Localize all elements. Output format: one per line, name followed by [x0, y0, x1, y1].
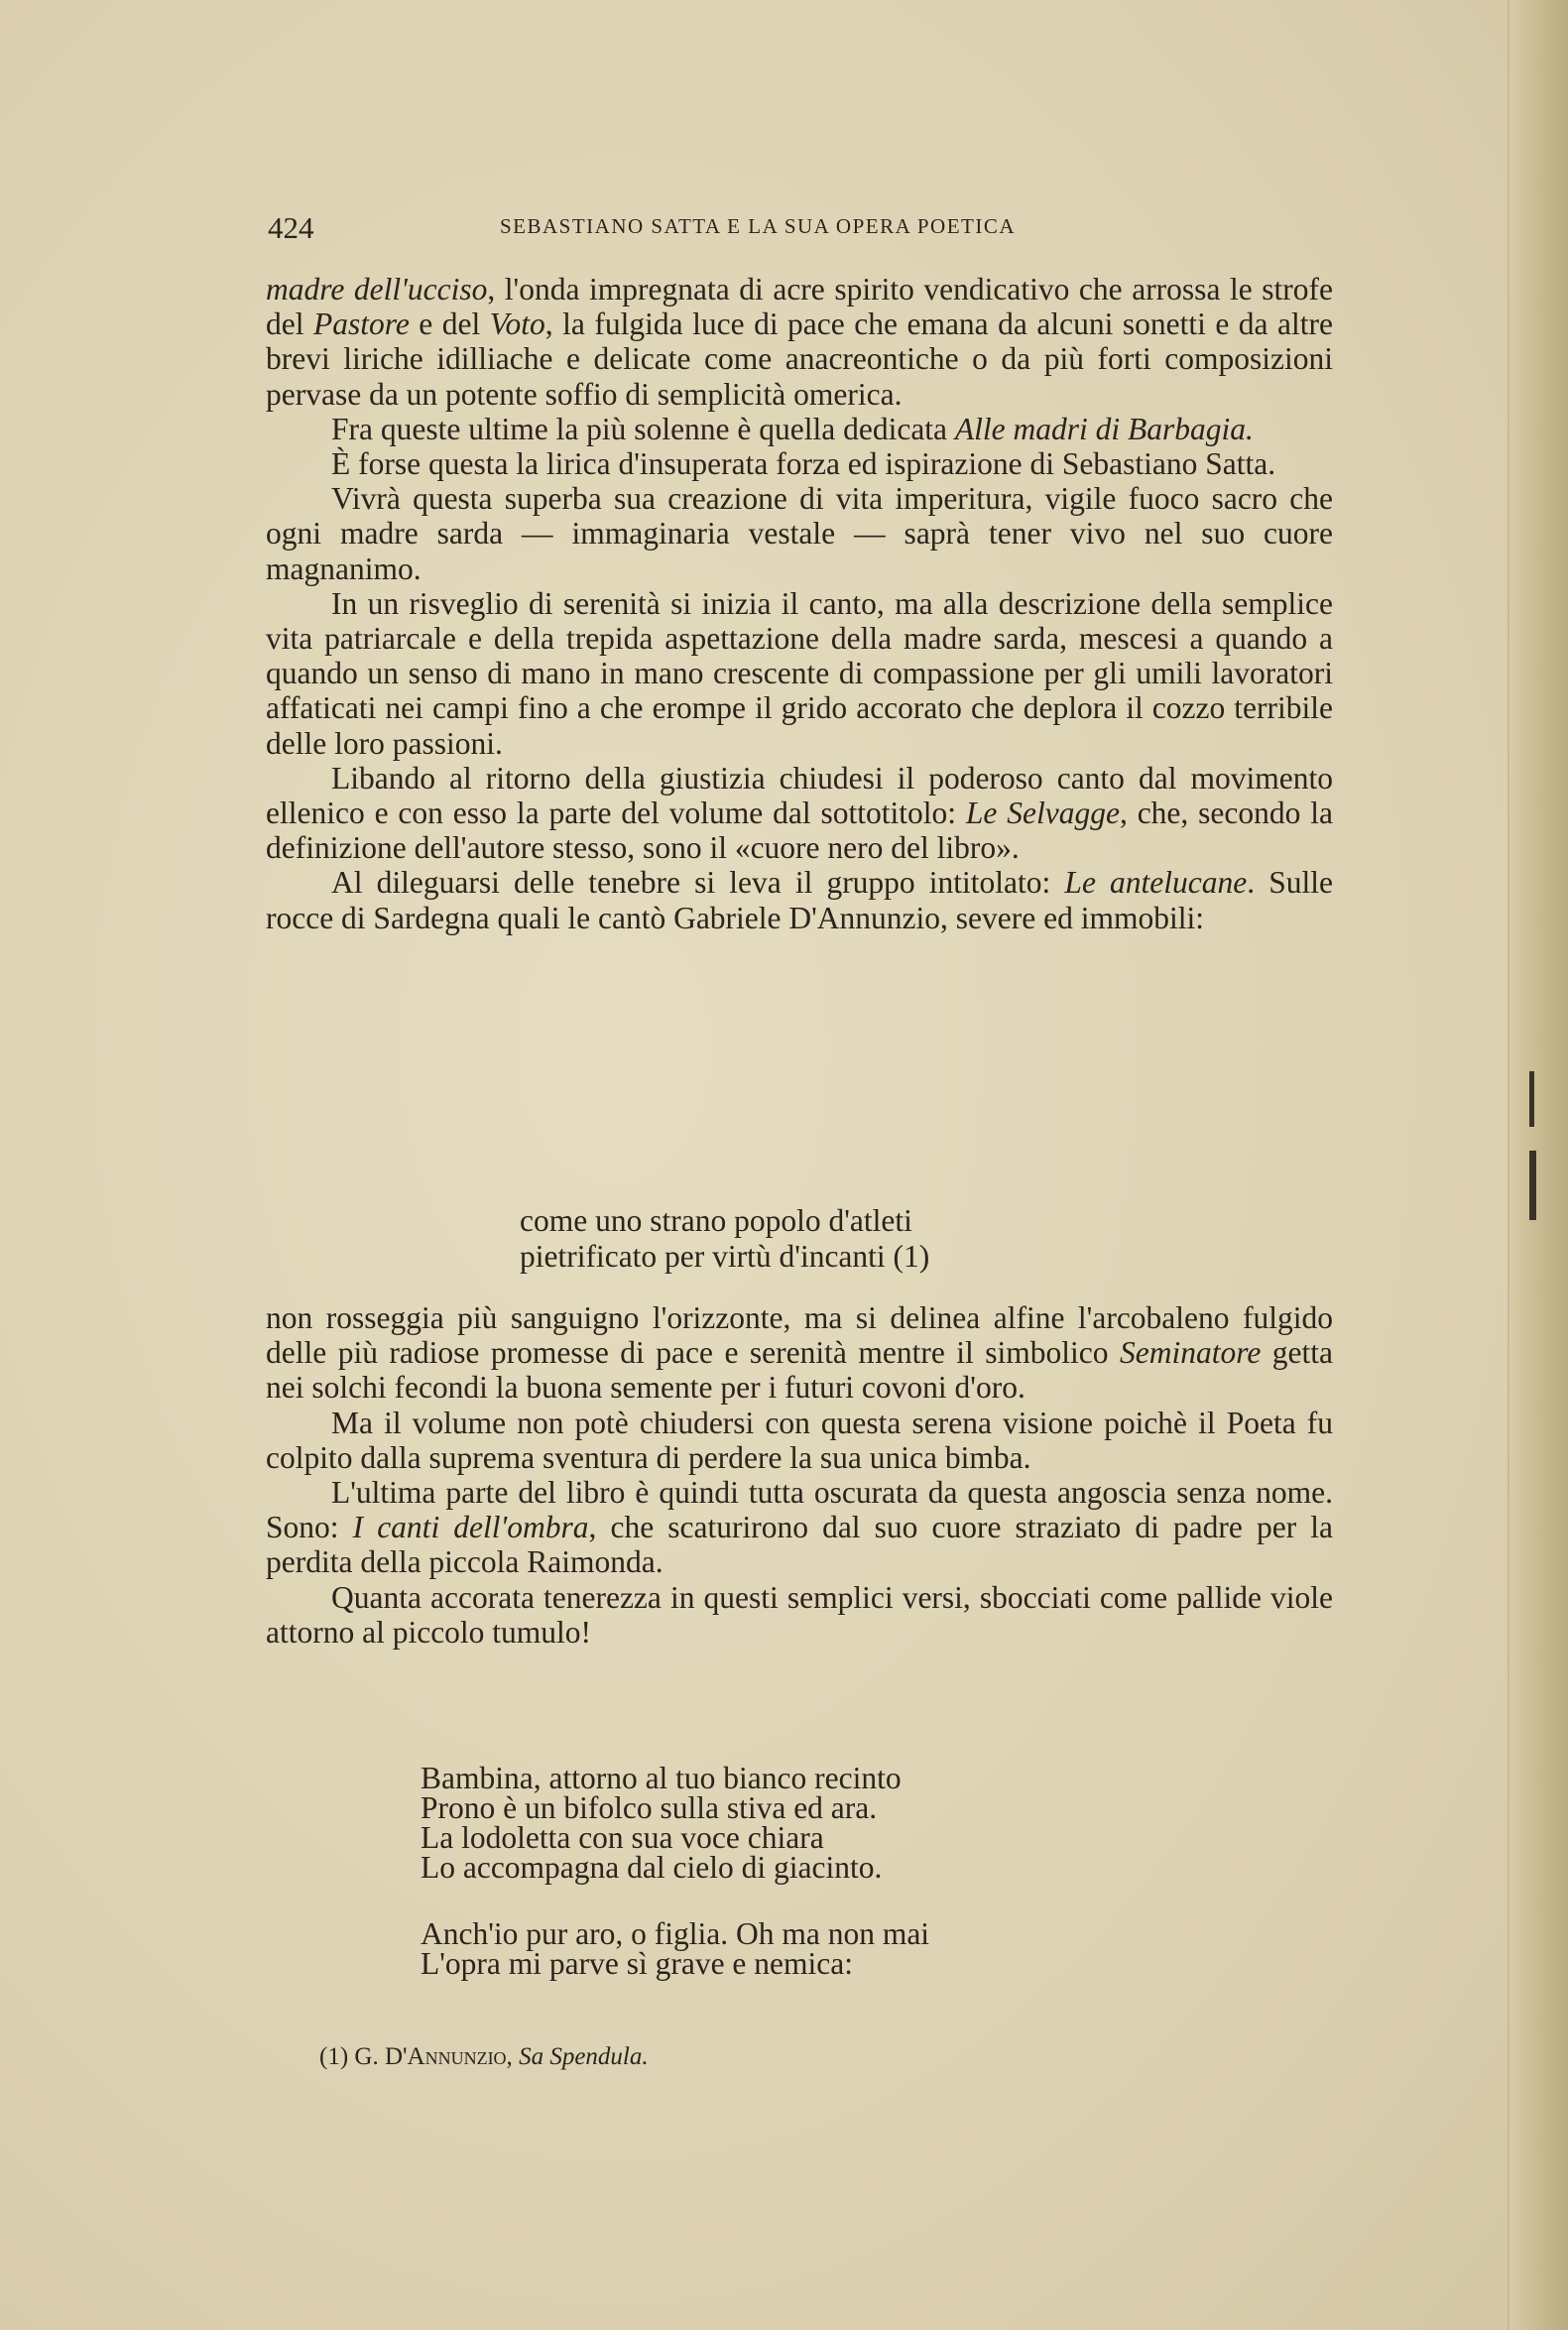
paragraph [266, 412, 1333, 446]
poem-line: Lo accompagna dal cielo di giacinto. [421, 1850, 883, 1885]
text-run: non rosseggia più sanguigno l'orizzonte, ma si delinea alfine l'arcobaleno fulgido delle più radiose promesse di pace e serenità mentre il simbolico [266, 1300, 1333, 1371]
italic-text: Voto [489, 307, 545, 342]
text-run: , l'onda impregnata di acre spirito vendicativo che arrossa le strofe del [266, 272, 1334, 342]
text-run: , la fulgida luce di pace che emana da alcuni sonetti e da altre brevi liriche idilliache e delicate come anacreontiche o da più forti composizioni pervase da un potente soffio di semplicità omerica. [266, 307, 1333, 412]
footnote [319, 2043, 649, 2071]
text-run: Ma il volume non potè chiudersi con questa serena visione poichè il Poeta fu colpito dalla suprema sventura di perdere la sua unica bimba. [266, 1405, 1333, 1475]
text-run: getta nei solchi fecondi la buona semente per i futuri covoni d'oro. [266, 1335, 1334, 1406]
poem-line: Anch'io pur aro, o figlia. Oh ma non mai [421, 1916, 930, 1951]
italic-text: I canti dell'ombra [352, 1510, 589, 1545]
body-text [266, 272, 1333, 935]
text-run: Fra queste ultime la più solenne è quella dedicata [331, 411, 955, 446]
text-run: Al dileguarsi delle tenebre si leva il gruppo intitolato: [331, 865, 1065, 901]
italic-text: madre dell'ucciso [266, 272, 488, 307]
poem-stanza [421, 1761, 902, 1885]
footnote-author: G. D'Annunzio, [354, 2043, 513, 2070]
text-run: Libando al ritorno della giustizia chiudesi il poderoso canto dal movimento ellenico e con esso la parte del volume dal sottotitolo: [266, 760, 1333, 831]
text-run: È forse questa la lirica d'insuperata forza ed ispirazione di Sebastiano Satta. [331, 446, 1276, 482]
edge-mark [1529, 1071, 1534, 1127]
running-title: SEBASTIANO SATTA E LA SUA OPERA POETICA [500, 214, 1017, 238]
italic-text: Pastore [312, 307, 410, 342]
paragraph [266, 446, 1333, 481]
paragraph [266, 272, 1333, 412]
paragraph [266, 1406, 1333, 1475]
poem-line: Bambina, attorno al tuo bianco recinto [421, 1761, 902, 1795]
body-text-continued [266, 1300, 1333, 1650]
page-header [266, 210, 1337, 250]
poem-stanza [421, 1916, 930, 1981]
text-run: In un risveglio di serenità si inizia il canto, ma alla descrizione della semplice vita patriarcale e della trepida aspettazione della madre sarda, mescesi a quando a quando un senso di mano in mano crescente di compassione per gli umili lavoratori affaticati nei campi fino a che erompe il grido accorato che deplora il cozzo terribile delle loro passioni. [266, 585, 1333, 761]
text-run: L'ultima parte del libro è quindi tutta oscurata da questa angoscia senza nome. Sono: [266, 1475, 1333, 1545]
text-run: , che scaturirono dal suo cuore straziato di padre per la perdita della piccola Raimonda. [266, 1510, 1334, 1580]
text-run: . Sulle rocce di Sardegna quali le cantò Gabriele D'Annunzio, severe ed immobili: [266, 865, 1333, 935]
footnote-number: (1) [319, 2043, 349, 2070]
italic-text: Alle madri di Barbagia. [954, 411, 1254, 446]
paragraph [266, 865, 1333, 934]
page-edge [1508, 0, 1568, 2330]
quote-line: come uno strano popolo d'atleti [520, 1203, 912, 1238]
italic-text: Le Selvagge [965, 796, 1120, 831]
text-run: e del [409, 307, 490, 342]
paragraph [266, 1580, 1333, 1650]
poem-line: La lodoletta con sua voce chiara [421, 1820, 824, 1855]
quote-verses [520, 1203, 929, 1274]
paragraph [266, 1475, 1333, 1580]
paragraph [266, 1300, 1333, 1406]
page-number: 424 [268, 210, 314, 245]
text-run: Vivrà questa superba sua creazione di vita imperitura, vigile fuoco sacro che ogni madre sarda — immaginaria vestale — saprà tener vivo nel suo cuore magnanimo. [266, 481, 1333, 586]
edge-mark [1529, 1151, 1536, 1220]
italic-text: Seminatore [1120, 1335, 1262, 1371]
poem-line: Prono è un bifolco sulla stiva ed ara. [421, 1790, 878, 1825]
paragraph [266, 761, 1333, 866]
paragraph [266, 586, 1333, 761]
footnote-title: Sa Spendula. [519, 2043, 649, 2070]
quote-line: pietrificato per virtù d'incanti (1) [520, 1238, 930, 1274]
italic-text: Le antelucane [1064, 865, 1248, 901]
paragraph [266, 481, 1333, 586]
text-run: , che, secondo la definizione dell'autore stesso, sono il «cuore nero del libro». [266, 796, 1333, 866]
poem-line: L'opra mi parve sì grave e nemica: [421, 1946, 853, 1981]
text-run: Quanta accorata tenerezza in questi semplici versi, sbocciati come pallide viole attorno al piccolo tumulo! [266, 1579, 1333, 1650]
